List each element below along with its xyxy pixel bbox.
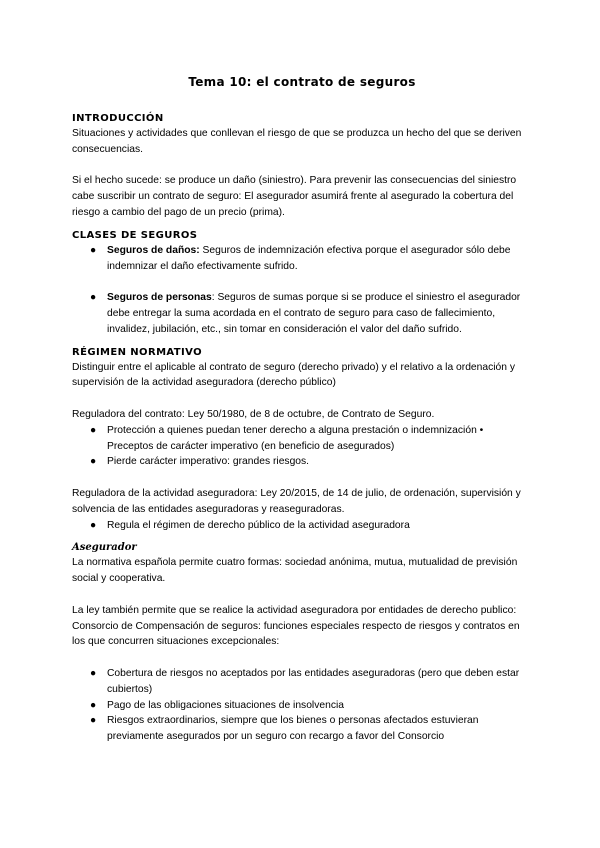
heading-regimen-normativo: RÉGIMEN NORMATIVO bbox=[72, 346, 202, 358]
list-item-text: Protección a quienes puedan tener derecho a alguna prestación o indemnización • Preceptos de carácter imperativo (en beneficio de asegurados) bbox=[107, 424, 484, 452]
regimen-paragraph-3: Reguladora de la actividad aseguradora: Ley 20/2015, de 14 de julio, de ordenación, supervisión y solvencia de las entidades aseguradoras y reaseguradoras. bbox=[72, 487, 521, 515]
bullet-icon: ● bbox=[90, 456, 97, 468]
bullet-icon: ● bbox=[90, 715, 97, 727]
heading-introduccion: INTRODUCCIÓN bbox=[72, 113, 164, 124]
regimen-paragraph-2: Reguladora del contrato: Ley 50/1980, de 8 de octubre, de Contrato de Seguro. bbox=[72, 408, 435, 420]
page-title: Tema 10: el contrato de seguros bbox=[188, 75, 416, 89]
heading-asegurador: Asegurador bbox=[72, 542, 137, 554]
asegurador-paragraph-2: La ley también permite que se realice la actividad aseguradora por entidades de derecho publico: Consorcio de Compensación de seguros: funciones especiales respecto de riesgos y contratos en los que concurren situaciones excepcionales: bbox=[72, 604, 520, 648]
list-item-text: Pierde carácter imperativo: grandes riesgos. bbox=[107, 456, 310, 468]
heading-clases-de-seguros: CLASES DE SEGUROS bbox=[72, 229, 198, 241]
regimen-list-1 bbox=[72, 423, 532, 470]
intro-paragraph-2: Si el hecho sucede: se produce un daño (siniestro). Para prevenir las consecuencias del siniestro cabe suscribir un contrato de seguro: El asegurador asumirá frente al asegurado la cobertura del riesgo a cambio del pago de un precio (prima). bbox=[72, 175, 517, 218]
list-item-text: Riesgos extraordinarios, siempre que los bienes o personas afectados estuvieran previamente asegurados por un seguro con recargo a favor del Consorcio bbox=[107, 715, 479, 743]
list-item bbox=[72, 713, 532, 745]
list-item-text: Pago de las obligaciones situaciones de insolvencia bbox=[107, 699, 344, 711]
bullet-icon: ● bbox=[90, 244, 97, 256]
bullet-icon: ● bbox=[90, 667, 97, 679]
document-page bbox=[72, 74, 532, 745]
bullet-icon: ● bbox=[90, 519, 97, 531]
term-seguros-de-danos: Seguros de daños: bbox=[107, 244, 200, 256]
desc-seguros-de-personas: : Seguros de sumas porque si se produce el siniestro el asegurador debe entregar la suma acordada en el contrato de seguro para caso de fallecimiento, invalidez, jubilación, etc., sin tomar en consideración el valor del daño sufrido. bbox=[107, 292, 521, 335]
list-item bbox=[72, 698, 532, 714]
bullet-icon: ● bbox=[90, 424, 97, 436]
intro-paragraph-1: Situaciones y actividades que conllevan el riesgo de que se produzca un hecho del que se deriven consecuencias. bbox=[72, 128, 522, 155]
regimen-paragraph-1: Distinguir entre el aplicable al contrato de seguro (derecho privado) y el relativo a la ordenación y supervisión de la actividad aseguradora (derecho público) bbox=[72, 361, 516, 389]
list-item bbox=[72, 518, 532, 534]
asegurador-list bbox=[72, 666, 532, 745]
asegurador-paragraph-1: La normativa española permite cuatro formas: sociedad anónima, mutua, mutualidad de previsión social y cooperativa. bbox=[72, 557, 518, 585]
list-item-seguros-de-personas bbox=[72, 290, 532, 337]
clases-list bbox=[72, 243, 532, 275]
bullet-icon: ● bbox=[90, 699, 97, 711]
bullet-icon: ● bbox=[90, 292, 97, 304]
list-item-text: Regula el régimen de derecho público de la actividad aseguradora bbox=[107, 519, 410, 531]
clases-list-2 bbox=[72, 290, 532, 337]
list-item-seguros-de-danos bbox=[72, 243, 532, 275]
regimen-list-2 bbox=[72, 518, 532, 534]
list-item bbox=[72, 666, 532, 698]
list-item bbox=[72, 454, 532, 470]
list-item bbox=[72, 423, 532, 455]
desc-seguros-de-danos: Seguros de indemnización efectiva porque el asegurador sólo debe indemnizar el daño efectivamente sufrido. bbox=[107, 244, 511, 272]
term-seguros-de-personas: Seguros de personas bbox=[107, 292, 212, 304]
list-item-text: Cobertura de riesgos no aceptados por las entidades aseguradoras (pero que deben estar cubiertos) bbox=[107, 667, 520, 695]
